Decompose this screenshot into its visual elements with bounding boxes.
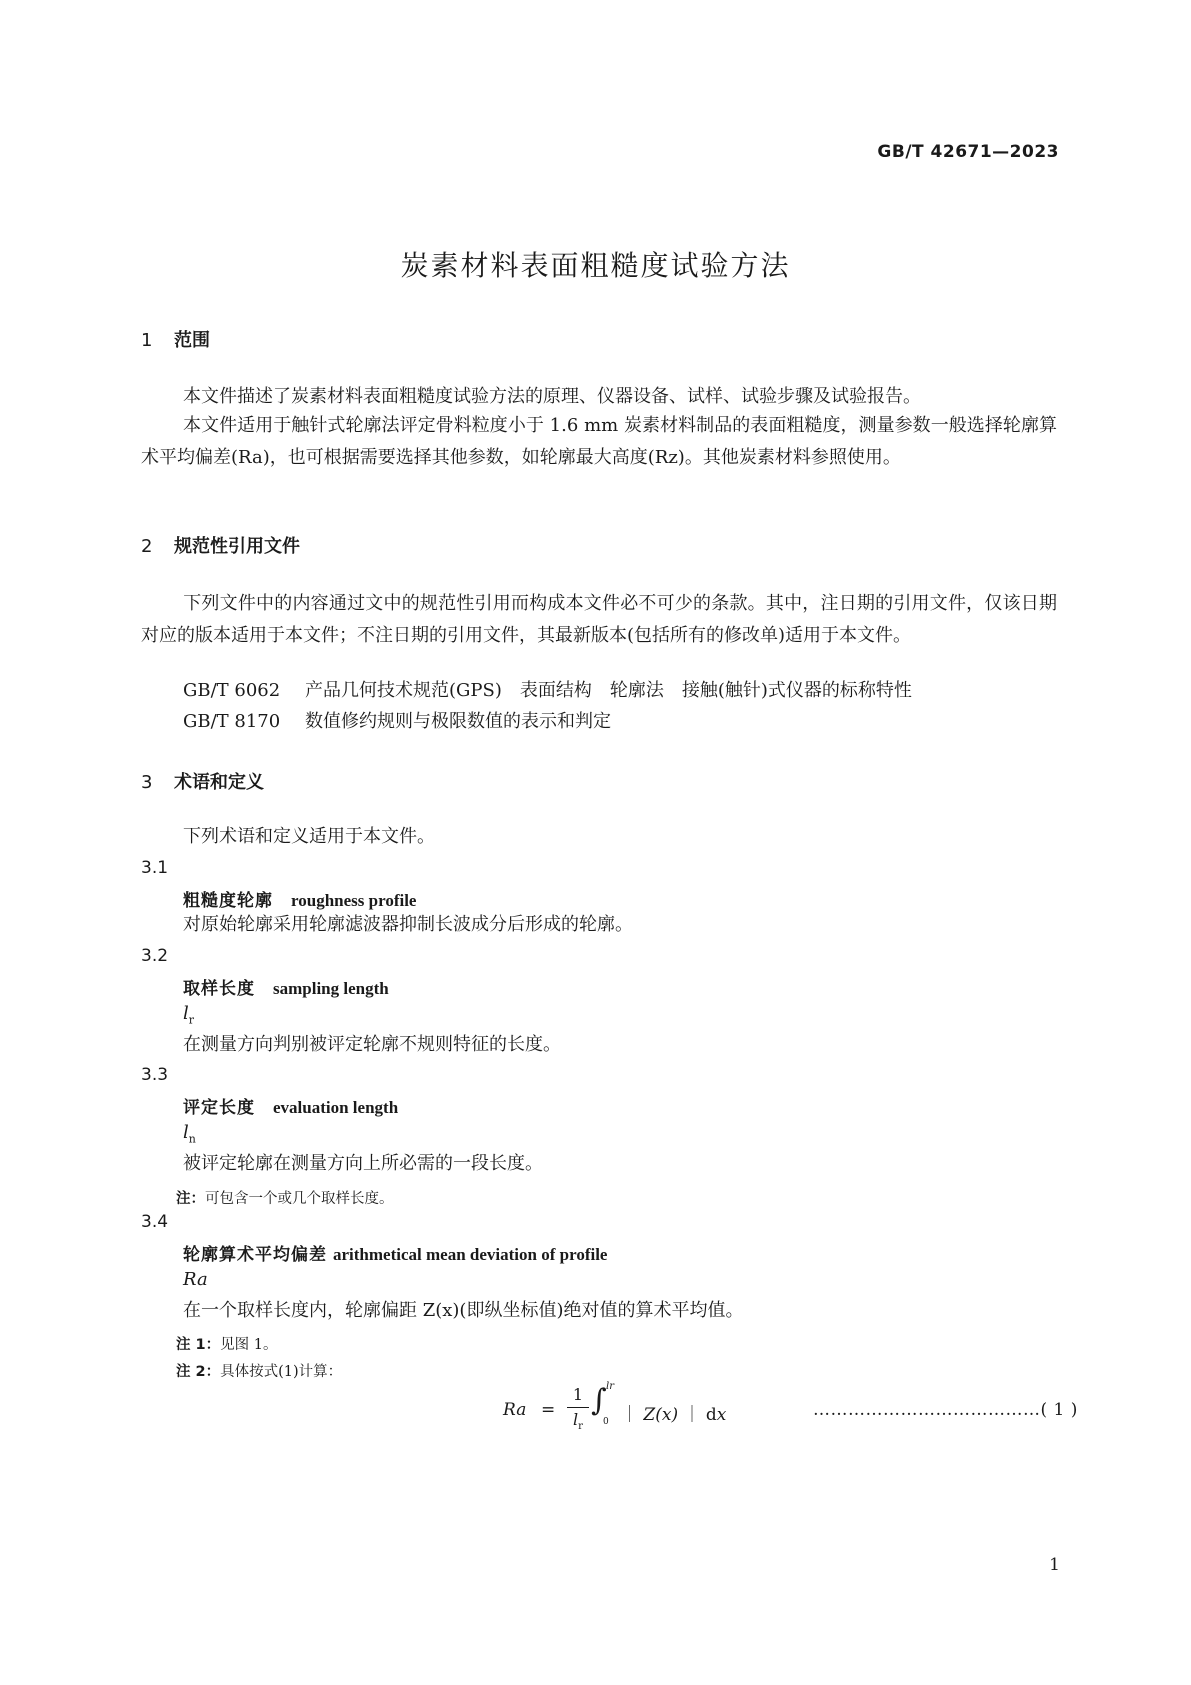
formula-lhs: Ra	[503, 1400, 527, 1420]
term-3-3-number: 3.3	[141, 1065, 169, 1085]
section-1-title: 范围	[174, 330, 210, 351]
integral-lower-limit: 0	[603, 1417, 609, 1427]
integral-sign: ∫	[591, 1383, 607, 1418]
term-3-1-name: 粗糙度轮廓 roughness profile	[183, 891, 417, 911]
section-3-number: 3	[141, 772, 153, 793]
page-number: 1	[1049, 1555, 1060, 1575]
term-3-1-number: 3.1	[141, 858, 169, 878]
section-3-title: 术语和定义	[174, 772, 264, 793]
formula-fraction: 1 $l_r$	[567, 1385, 589, 1437]
formula-equals: =	[541, 1400, 556, 1420]
term-3-3-definition: 被评定轮廓在测量方向上所必需的一段长度。	[183, 1153, 543, 1174]
term-3-2-symbol: $l_r$	[183, 1003, 195, 1027]
integral-upper-limit: lr	[606, 1381, 614, 1392]
term-3-2-number: 3.2	[141, 946, 169, 966]
document-title: 炭素材料表面粗糙度试验方法	[400, 249, 791, 282]
normative-reference-1	[183, 675, 912, 706]
formula-number: ( 1 )	[1040, 1400, 1078, 1420]
term-3-1-definition: 对原始轮廓采用轮廓滤波器抑制长波成分后形成的轮廓。	[183, 914, 633, 935]
term-3-2-name: 取样长度 sampling length	[183, 979, 389, 999]
section-3-intro: 下列术语和定义适用于本文件。	[183, 826, 435, 847]
term-3-3-name: 评定长度 evaluation length	[183, 1098, 399, 1118]
section-2-title: 规范性引用文件	[174, 536, 300, 557]
section-1-heading	[141, 326, 210, 352]
term-3-4-symbol: Ra	[183, 1269, 208, 1290]
term-3-4-name: 轮廓算术平均偏差 arithmetical mean deviation of profile	[183, 1245, 608, 1265]
standard-number: GB/T 42671—2023	[877, 142, 1059, 162]
term-3-4-definition: 在一个取样长度内，轮廓偏距 Z(x)(即纵坐标值)绝对值的算术平均值。	[183, 1300, 744, 1321]
term-3-4-note-2: 注 2：具体按式(1)计算：	[176, 1364, 343, 1380]
section-2-heading	[141, 532, 300, 558]
formula-leader: …………………………………( 1 )	[813, 1400, 1078, 1420]
term-3-3-note: 注：可包含一个或几个取样长度。	[176, 1191, 394, 1207]
term-3-2-definition: 在测量方向判别被评定轮廓不规则特征的长度。	[183, 1034, 561, 1055]
term-3-3-symbol: $l_n$	[183, 1122, 196, 1146]
section-2-paragraph-1: 下列文件中的内容通过文中的规范性引用而构成本文件必不可少的条款。其中，注日期的引用文件，仅该日期对应的版本适用于本文件；不注日期的引用文件，其最新版本(包括所有的修改单)适用于本文件。	[141, 593, 1057, 646]
section-3-heading	[141, 768, 264, 794]
formula-integrand: ｜ Z(x) ｜ dx	[621, 1405, 727, 1425]
section-1-number: 1	[141, 330, 153, 351]
reference-title: 数值修约规则与极限数值的表示和判定	[305, 711, 611, 732]
reference-code: GB/T 8170	[183, 711, 281, 732]
reference-title: 产品几何技术规范(GPS) 表面结构 轮廓法 接触(触针)式仪器的标称特性	[305, 680, 912, 701]
formula-1	[503, 1381, 1078, 1441]
normative-reference-2	[183, 706, 611, 737]
section-2-number: 2	[141, 536, 153, 557]
term-3-4-note-1: 注 1：见图 1。	[176, 1337, 278, 1353]
term-3-4-number: 3.4	[141, 1212, 169, 1232]
section-1-paragraph-1: 本文件描述了炭素材料表面粗糙度试验方法的原理、仪器设备、试样、试验步骤及试验报告。	[183, 386, 921, 407]
section-1-paragraph-2: 本文件适用于触针式轮廓法评定骨料粒度小于 1.6 mm 炭素材料制品的表面粗糙度，测量参数一般选择轮廓算术平均偏差(Ra)，也可根据需要选择其他参数，如轮廓最大高度(Rz)。其他炭素材料参照使用。	[141, 415, 1057, 468]
reference-code: GB/T 6062	[183, 680, 281, 701]
